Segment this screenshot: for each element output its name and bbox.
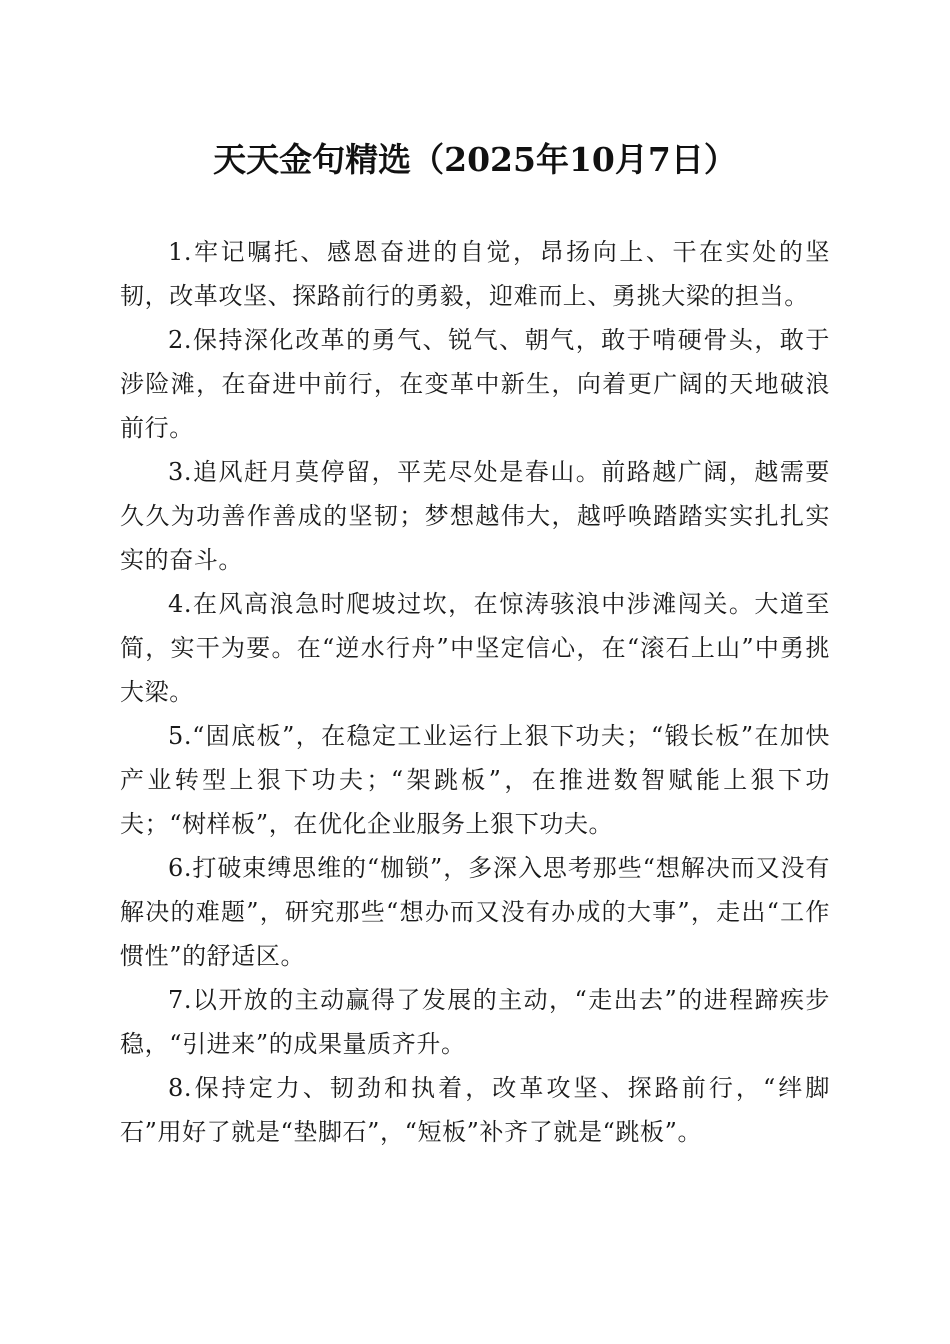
paragraph-5: 5.“固底板”，在稳定工业运行上狠下功夫；“锻长板”在加快产业转型上狠下功夫；“架跳板”，在推进数智赋能上狠下功夫；“树样板”，在优化企业服务上狠下功夫。 bbox=[120, 722, 830, 838]
document-body bbox=[120, 230, 830, 1154]
paragraph-7: 7.以开放的主动赢得了发展的主动，“走出去”的进程蹄疾步稳，“引进来”的成果量质齐升。 bbox=[120, 986, 830, 1058]
paragraph-4: 4.在风高浪急时爬坡过坎，在惊涛骇浪中涉滩闯关。大道至简，实干为要。在“逆水行舟”中坚定信心，在“滚石上山”中勇挑大梁。 bbox=[120, 590, 830, 706]
paragraph-6: 6.打破束缚思维的“枷锁”，多深入思考那些“想解决而又没有解决的难题”，研究那些“想办而又没有办成的大事”，走出“工作惯性”的舒适区。 bbox=[120, 854, 830, 970]
paragraph-2: 2.保持深化改革的勇气、锐气、朝气，敢于啃硬骨头，敢于涉险滩，在奋进中前行，在变革中新生，向着更广阔的天地破浪前行。 bbox=[120, 326, 830, 442]
paragraph-1: 1.牢记嘱托、感恩奋进的自觉，昂扬向上、干在实处的坚韧，改革攻坚、探路前行的勇毅，迎难而上、勇挑大梁的担当。 bbox=[120, 238, 830, 310]
paragraph-8: 8.保持定力、韧劲和执着，改革攻坚、探路前行，“绊脚石”用好了就是“垫脚石”，“短板”补齐了就是“跳板”。 bbox=[120, 1074, 830, 1146]
paragraph-3: 3.追风赶月莫停留，平芜尽处是春山。前路越广阔，越需要久久为功善作善成的坚韧；梦想越伟大，越呼唤踏踏实实扎扎实实的奋斗。 bbox=[120, 458, 830, 574]
page-title: 天天金句精选（2025年10月7日） bbox=[213, 140, 737, 179]
